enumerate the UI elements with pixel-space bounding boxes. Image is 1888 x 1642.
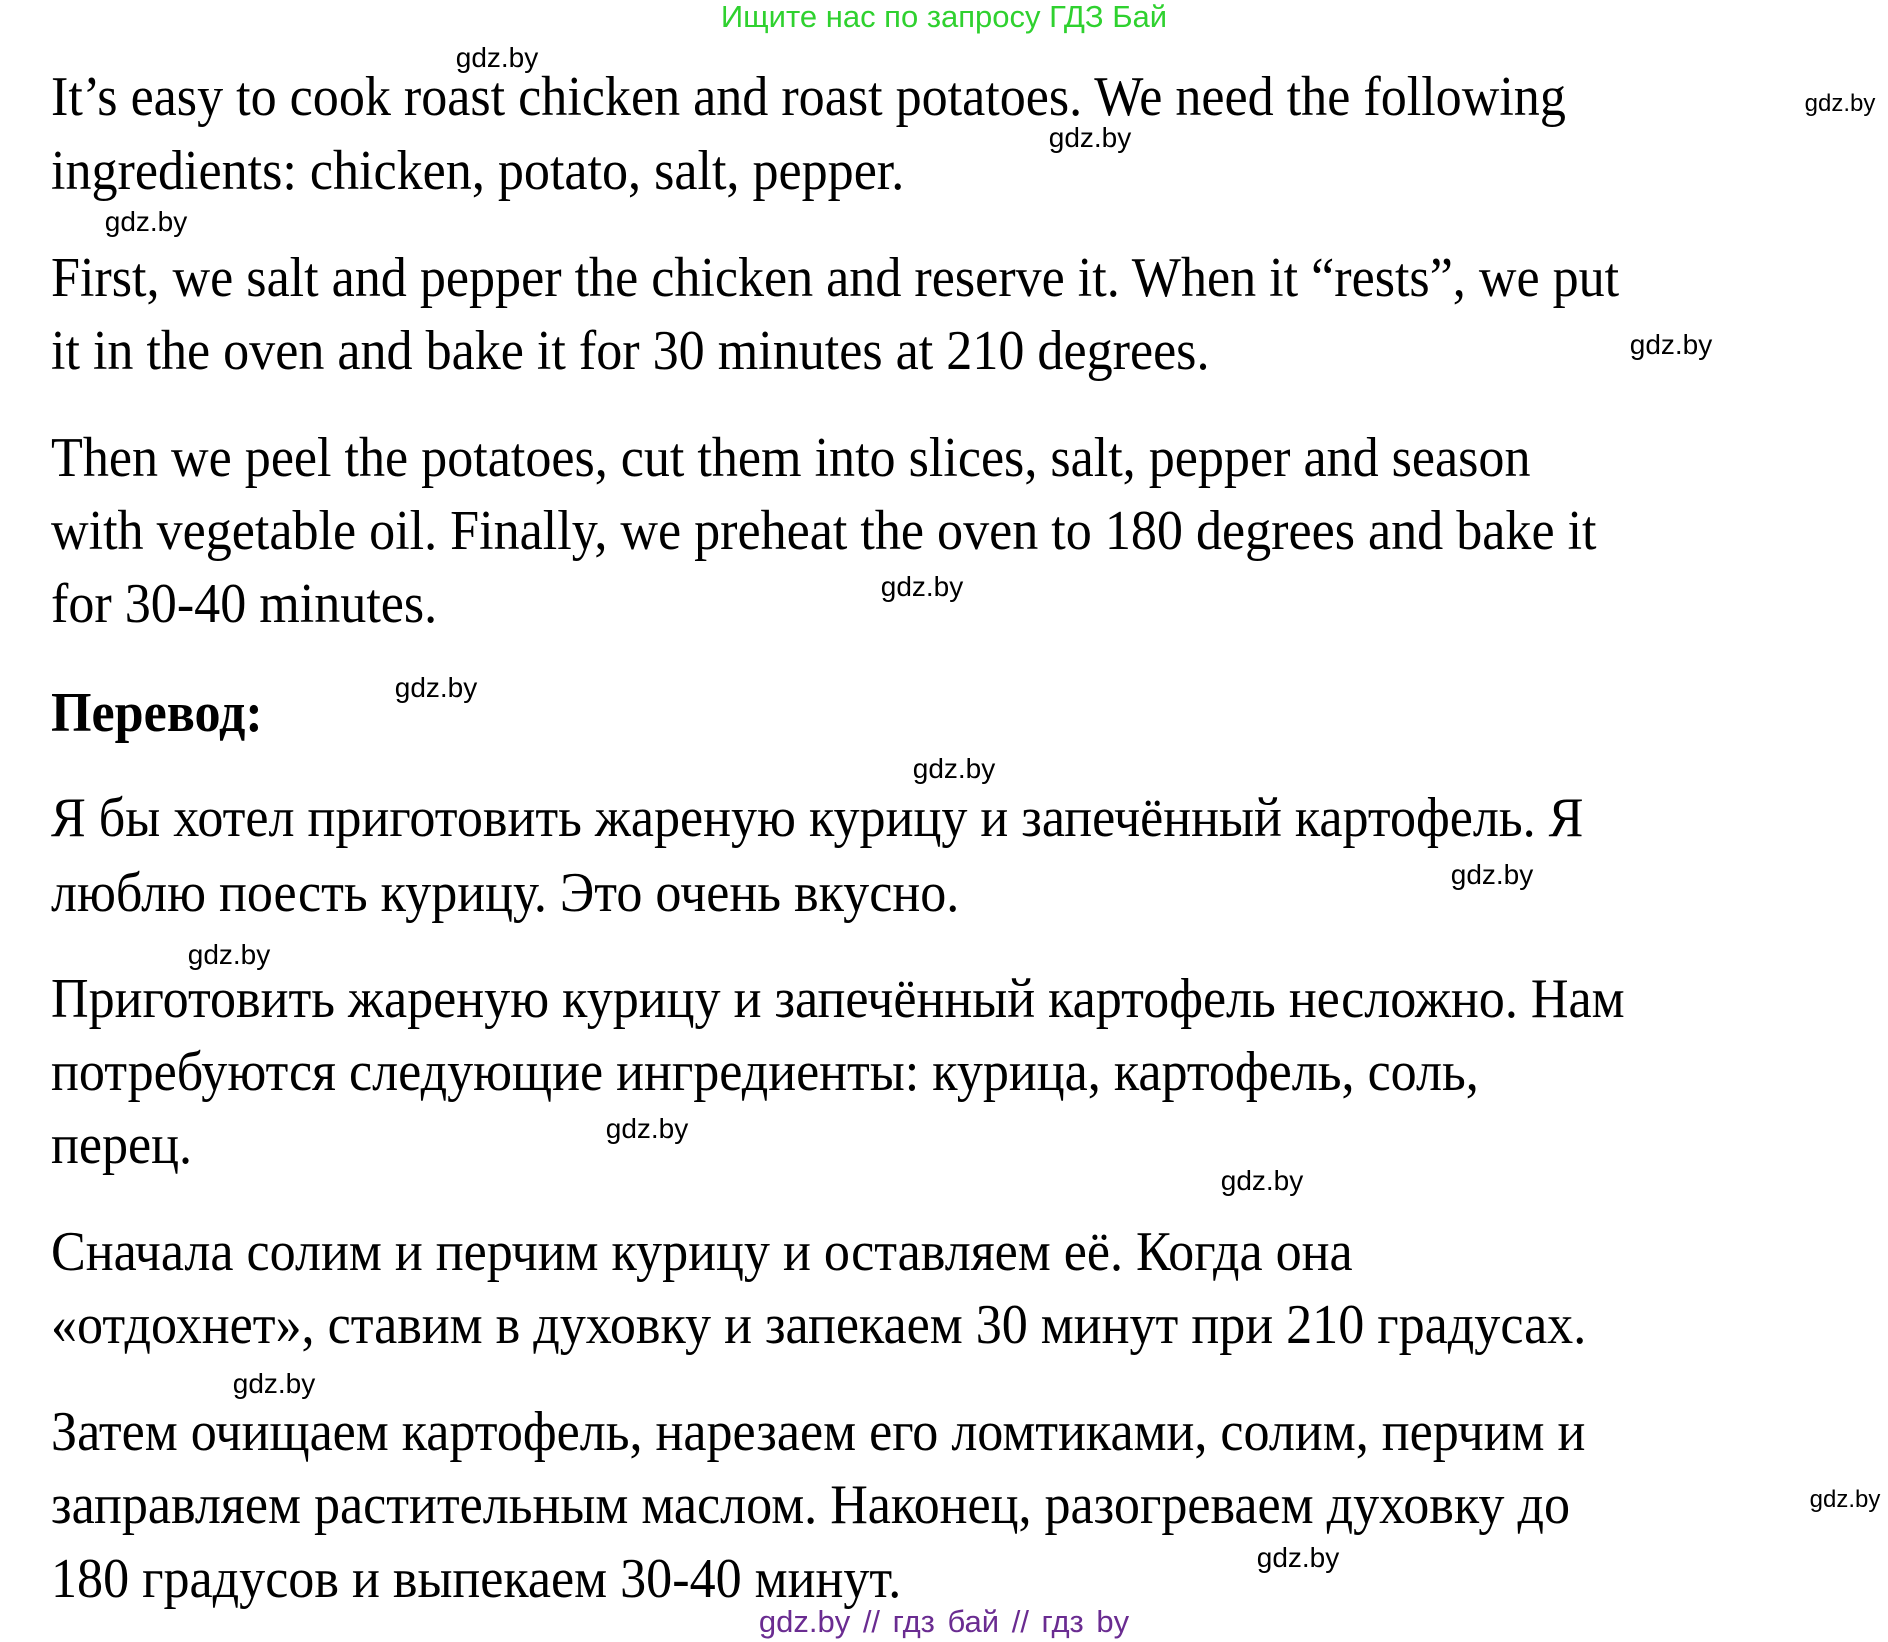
text-line: Я бы хотел приготовить жареную курицу и запечённый картофель. Я — [51, 787, 1584, 849]
watermark: gdz.by — [1804, 90, 1876, 117]
watermark: gdz.by — [394, 672, 478, 703]
watermark: gdz.by — [1048, 122, 1132, 153]
watermark: gdz.by — [912, 753, 996, 784]
watermark: gdz.by — [232, 1368, 316, 1399]
text-line: ingredients: chicken, potato, salt, pepper. — [51, 140, 905, 202]
watermark: gdz.by — [187, 939, 271, 970]
text-line: Then we peel the potatoes, cut them into slices, salt, pepper and season — [51, 427, 1531, 489]
watermark: gdz.by — [880, 571, 964, 602]
translation-heading: Перевод: — [51, 682, 263, 744]
text-line: for 30-40 minutes. — [51, 573, 438, 635]
text-line: It’s easy to cook roast chicken and roast potatoes. We need the following — [51, 66, 1566, 128]
text-line: First, we salt and pepper the chicken and reserve it. When it “rests”, we put — [51, 247, 1620, 309]
watermark: gdz.by — [1629, 329, 1713, 360]
search-hint-banner: Ищите нас по запросу ГДЗ Бай — [720, 0, 1168, 34]
text-line: it in the oven and bake it for 30 minutes at 210 degrees. — [51, 320, 1210, 382]
text-line: Затем очищаем картофель, нарезаем его ломтиками, солим, перчим и — [51, 1401, 1586, 1463]
watermark: gdz.by — [455, 42, 539, 73]
watermark: gdz.by — [605, 1113, 689, 1144]
text-line: Сначала солим и перчим курицу и оставляем её. Когда она — [51, 1221, 1353, 1283]
text-line: 180 градусов и выпекаем 30-40 минут. — [51, 1548, 902, 1610]
text-line: Приготовить жареную курицу и запечённый картофель несложно. Нам — [51, 968, 1625, 1030]
footer-links: gdz.by // гдз бай // гдз by — [758, 1604, 1130, 1639]
watermark: gdz.by — [1809, 1486, 1881, 1513]
text-line: with vegetable oil. Finally, we preheat the oven to 180 degrees and bake it — [51, 500, 1597, 562]
text-line: «отдохнет», ставим в духовку и запекаем 30 минут при 210 градусах. — [51, 1294, 1587, 1356]
text-line: потребуются следующие ингредиенты: курица, картофель, соль, — [51, 1041, 1479, 1103]
watermark: gdz.by — [1450, 859, 1534, 890]
watermark: gdz.by — [104, 206, 188, 237]
watermark: gdz.by — [1256, 1542, 1340, 1573]
text-line: люблю поесть курицу. Это очень вкусно. — [51, 862, 960, 924]
text-line: перец. — [51, 1114, 193, 1176]
text-line: заправляем растительным маслом. Наконец, разогреваем духовку до — [51, 1474, 1570, 1536]
watermark: gdz.by — [1220, 1165, 1304, 1196]
